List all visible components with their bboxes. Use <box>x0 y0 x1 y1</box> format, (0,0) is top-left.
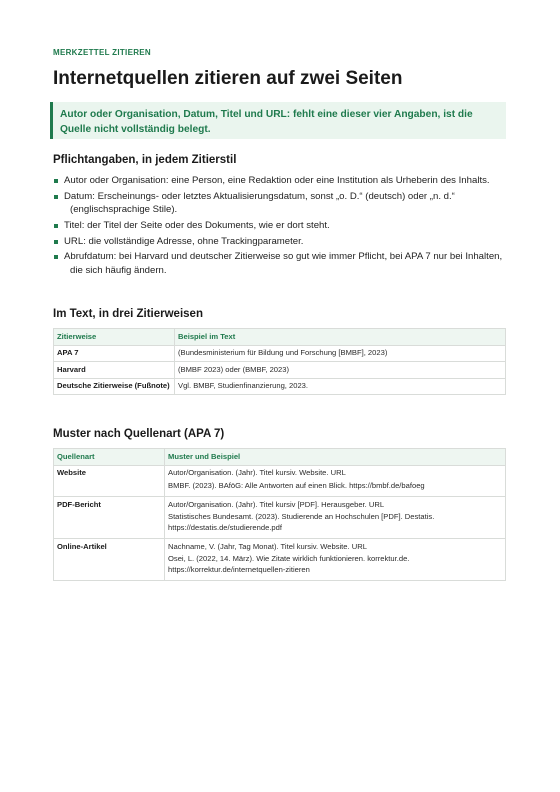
source-type-cell: Online-Artikel <box>54 539 165 581</box>
pflicht-list <box>53 174 505 279</box>
eyebrow-label: MERKZETTEL ZITIEREN <box>53 48 151 57</box>
list-item <box>53 235 505 248</box>
table-header-row <box>54 449 506 466</box>
list-item <box>53 219 505 232</box>
table-row <box>54 497 506 539</box>
column-header: Beispiel im Text <box>175 329 506 346</box>
pattern-cell <box>165 465 506 497</box>
example-text: Statistisches Bundesamt. (2023). Studierende an Hochschulen [PDF]. Destatis. https://destatis.de/studierende.pdf <box>168 512 435 532</box>
section-heading-muster: Muster nach Quellenart (APA 7) <box>53 428 225 440</box>
list-item <box>53 250 505 276</box>
pattern-text: Autor/Organisation. (Jahr). Titel kursiv [PDF]. Herausgeber. URL <box>168 499 385 509</box>
pattern-cell <box>165 539 506 581</box>
list-item <box>53 190 505 216</box>
table-row <box>54 345 506 362</box>
table-row <box>54 465 506 497</box>
style-cell: Deutsche Zitierweise (Fußnote) <box>54 378 175 395</box>
list-item-text: Autor oder Organisation: eine Person, eine Redaktion oder eine Institution als Urheberin des Inhalts. <box>64 175 490 186</box>
source-type-cell: PDF-Bericht <box>54 497 165 539</box>
table-row <box>54 539 506 581</box>
list-item-text: Abrufdatum: bei Harvard und deutscher Zitierweise so gut wie immer Pflicht, bei APA 7 nur bei Inhalten, die sich häufig ändern. <box>64 251 503 276</box>
source-type-cell: Website <box>54 465 165 497</box>
example-text: BMBF. (2023). BAföG: Alle Antworten auf einen Blick. https://bmbf.de/bafoeg <box>168 480 425 490</box>
style-cell: Harvard <box>54 362 175 379</box>
example-cell: (BMBF 2023) oder (BMBF, 2023) <box>175 362 506 379</box>
example-cell: Vgl. BMBF, Studienfinanzierung, 2023. <box>175 378 506 395</box>
bullet-icon <box>54 179 58 183</box>
section-heading-pflichtangaben: Pflichtangaben, in jedem Zitierstil <box>53 154 237 166</box>
list-item-text: Datum: Erscheinungs- oder letztes Aktualisierungsdatum, sonst „o. D.“ (deutsch) oder „n. d.“ (englischsprachige Stile). <box>64 190 455 215</box>
pattern-text: Nachname, V. (Jahr, Tag Monat). Titel kursiv. Website. URL <box>168 541 367 551</box>
column-header: Muster und Beispiel <box>165 449 506 466</box>
list-item-text: Titel: der Titel der Seite oder des Dokuments, wie er dort steht. <box>64 219 330 231</box>
section-heading-im-text: Im Text, in drei Zitierweisen <box>53 308 203 320</box>
pattern-text: Autor/Organisation. (Jahr). Titel kursiv. Website. URL <box>168 468 346 477</box>
example-text: Osei, L. (2022, 14. März). Wie Zitate wirklich funktionieren. korrektur.de. https://korrektur.de/internetquellen-zitieren <box>168 554 410 574</box>
bullet-icon <box>54 195 58 199</box>
table-row <box>54 362 506 379</box>
table-row <box>54 378 506 395</box>
key-callout: Autor oder Organisation, Datum, Titel und URL: fehlt eine dieser vier Angaben, ist die Quelle nicht vollständig belegt. <box>50 102 506 139</box>
column-header: Quellenart <box>54 449 165 466</box>
table-header-row <box>54 329 506 346</box>
list-item-text: URL: die vollständige Adresse, ohne Trackingparameter. <box>64 235 304 247</box>
intext-table <box>53 328 506 395</box>
list-item <box>53 174 505 187</box>
column-header: Zitierweise <box>54 329 175 346</box>
bullet-icon <box>54 240 58 244</box>
page-title: Internetquellen zitieren auf zwei Seiten <box>53 68 403 89</box>
bullet-icon <box>54 224 58 228</box>
pattern-cell <box>165 497 506 539</box>
example-cell: (Bundesministerium für Bildung und Forschung [BMBF], 2023) <box>175 345 506 362</box>
bullet-icon <box>54 255 58 259</box>
style-cell: APA 7 <box>54 345 175 362</box>
muster-table <box>53 448 506 581</box>
